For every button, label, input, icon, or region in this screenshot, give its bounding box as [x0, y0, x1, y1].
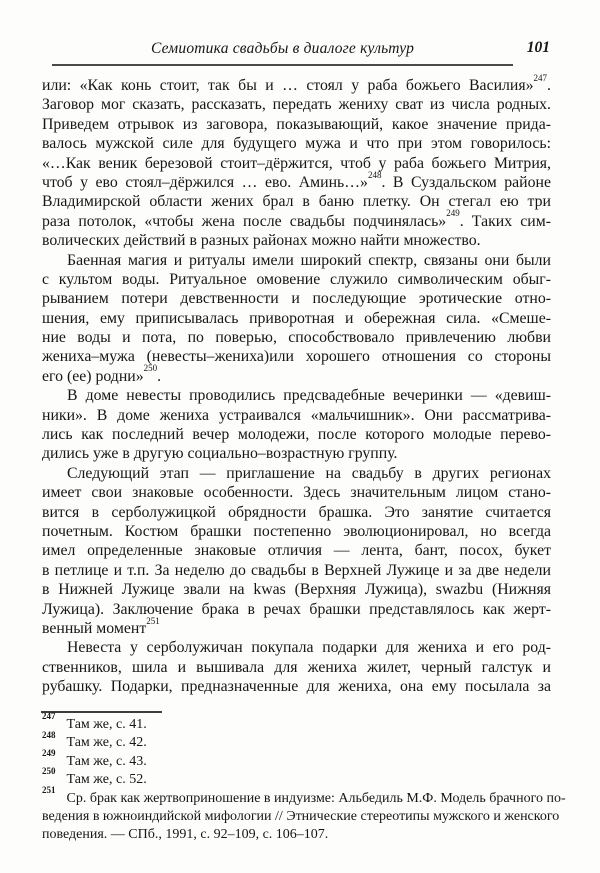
body-line: валось мужской силе для будущего мужа и что при этом говорилось:: [42, 135, 551, 153]
footnote: [42, 766, 552, 789]
body-line: имеет свои знаковые особенности. Здесь значительным лицом стано-: [42, 484, 551, 502]
header-rule: [52, 64, 513, 66]
paragraph: [42, 638, 551, 696]
footnote-line: $^{249}$Там же, с. 43.: [42, 747, 147, 769]
body-line: чтоб у ево стоял–дёржился … ево. Аминь…»$^{248}$. В Суздальском районе: [42, 169, 551, 191]
body-line: дились уже в другую социально–возрастную группу.: [42, 445, 398, 463]
footnote-number: 247: [42, 711, 56, 722]
body-line: в петлице и т.п. За неделю до свадьбы в Верхней Лужице и за две недели: [42, 561, 551, 579]
running-header-title: Семиотика свадьбы в диалоге культур: [150, 40, 415, 57]
body-line: имел определенные знаковые отличия — лента, бант, посох, букет: [42, 542, 551, 560]
footnote-number: 250: [42, 766, 56, 777]
footnote-line: $^{248}$Там же, с. 42.: [42, 729, 147, 751]
body-line: венный момент$^{251}$: [42, 615, 160, 637]
footnote-ref: 247: [533, 72, 548, 83]
body-text: [42, 72, 551, 697]
body-line: Невеста у серболужичан покупала подарки для жениха и его род-: [67, 639, 551, 657]
footnote: [42, 784, 566, 845]
body-line: волических действий в разных районах можно найти множество.: [42, 232, 481, 250]
body-line: ние воды и пота, по поверью, способствовало привлечению любви: [42, 329, 551, 347]
body-line: вится в серболужицкой обрядности брашка. Это занятие считается: [42, 503, 551, 521]
footnote-line: поведения. — СПб., 1991, с. 92–109, с. 106–107.: [42, 827, 329, 843]
body-line: с культом воды. Ритуальное омовение служило символическим обыг-: [42, 270, 551, 288]
body-line: ственников, шила и вышивала для жениха жилет, черный галстук и: [42, 658, 551, 676]
body-line: Лужица). Заключение брака в речах брашки представлялось как жерт-: [42, 600, 551, 618]
paragraph: [42, 251, 551, 387]
footnote-separator: [41, 711, 162, 713]
body-line: лись как последний вечер молодежи, после которого молодые перево-: [42, 426, 551, 444]
body-line: его (ее) родни»$^{250}$.: [42, 363, 162, 385]
footnote: [42, 747, 552, 771]
body-line: «…Как веник березовой стоит–дёржится, чтоб у раба божьего Митрия,: [42, 154, 551, 172]
footnotes: [42, 711, 566, 845]
footnote-ref: 250: [143, 363, 158, 374]
paragraph: [42, 72, 551, 251]
footnote: [42, 711, 552, 734]
body-line: ники». В доме жениха устраивался «мальчишник». Они рассматрива-: [42, 406, 551, 424]
footnote: [42, 729, 552, 752]
body-line: раза потолок, «чтобы жена после свадьбы подчинялась»$^{249}$. Таких сим-: [42, 208, 551, 230]
body-line: почетным. Костюм брашки постепенно эволюционировал, но всегда: [42, 522, 551, 540]
page-number: 101: [526, 39, 550, 56]
footnote-number: 249: [42, 747, 56, 758]
footnote-number: 251: [42, 784, 56, 795]
footnote-ref: 248: [367, 169, 382, 180]
paragraph: [42, 386, 551, 464]
body-line: В доме невесты проводились предсвадебные вечеринки — «девиш-: [67, 387, 551, 405]
body-line: в Нижней Лужице звали на kwas (Верхняя Лужица), swazbu (Нижняя: [42, 581, 551, 599]
footnote-line: $^{250}$Там же, с. 52.: [42, 766, 147, 788]
footnote-number: 248: [42, 729, 56, 740]
footnote-line: ведения в южноиндийской мифологии // Этнические стереотипы мужского и женского: [42, 808, 560, 824]
body-line: Заговор мог сказать, рассказать, передать жениху сват из числа родных.: [42, 96, 551, 114]
body-line: рыванием потери девственности и последующие эротические отно-: [42, 290, 551, 308]
body-line: Владимирской области жених брал в баню плетку. Он стегал ею три: [42, 193, 551, 211]
body-line: шения, ему приписывалась приворотная и обережная сила. «Смеше-: [42, 309, 551, 327]
body-line: жениха–мужа (невесты–жениха)или хорошего отношения со стороны: [42, 348, 551, 366]
body-line: Баенная магия и ритуалы имели широкий спектр, связаны они были: [67, 251, 551, 269]
footnote-ref: 251: [146, 615, 160, 626]
body-line: или: «Как конь стоит, так бы и … стоял у раба божьего Василия»$^{247}$.: [42, 72, 551, 94]
footnote-line: $^{247}$Там же, с. 41.: [42, 711, 147, 732]
paragraph: [42, 464, 551, 639]
footnote-line: $^{251}$Ср. брак как жертвоприношение в индуизме: Альбедиль М.Ф. Модель брачного по-: [42, 784, 566, 806]
body-line: Приведем отрывок из заговора, показывающий, какое значение прида-: [42, 115, 551, 133]
footnote-ref: 249: [446, 208, 460, 219]
body-line: рубашку. Подарки, предназначенные для жениха, она ему посылала за: [42, 678, 551, 696]
body-line: Следующий этап — приглашение на свадьбу в других регионах: [67, 464, 551, 482]
